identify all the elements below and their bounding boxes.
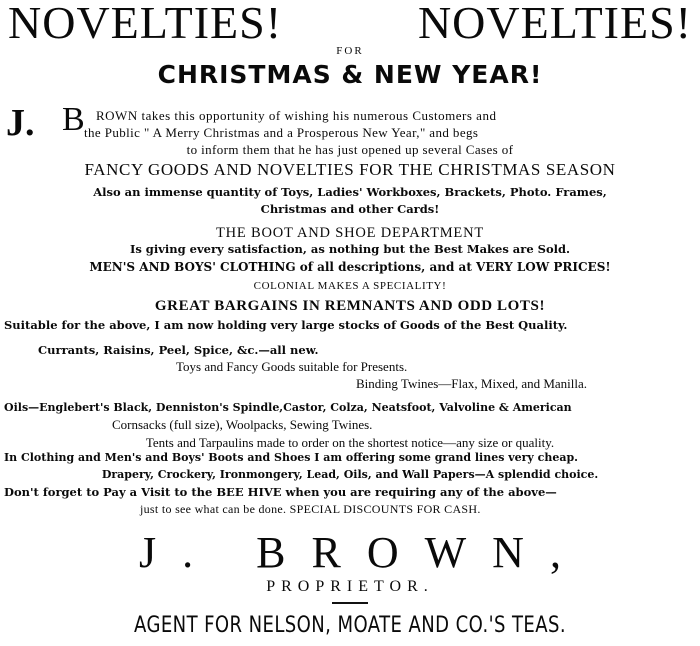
toys-text: Toys and Fancy Goods suitable for Presents. — [176, 359, 408, 374]
binding-text: Binding Twines—Flax, Mixed, and Manilla. — [356, 376, 588, 391]
intro-line-3: to inform them that he has just opened up several Cases of — [186, 142, 514, 157]
mens-clothing-text: MEN'S AND BOYS' CLOTHING of all descriptions, and at VERY LOW PRICES! — [89, 260, 611, 274]
christmas-heading: CHRISTMAS & NEW YEAR! — [157, 60, 543, 89]
dont-forget-text: Don't forget to Pay a Visit to the BEE HIVE when you are requiring any of the above— — [4, 485, 557, 499]
intro-line-2: the Public " A Merry Christmas and a Prosperous New Year," and begs — [84, 125, 479, 140]
drapery-text: Drapery, Crockery, Ironmongery, Lead, Oils, and Wall Papers—A splendid choice. — [101, 468, 599, 481]
also-text: Also an immense quantity of Toys, Ladies' Workboxes, Brackets, Photo. Frames, — [93, 185, 607, 199]
currants-text: Currants, Raisins, Peel, Spice, &c.—all new. — [38, 343, 319, 357]
suitable-text: Suitable for the above, I am now holding very large stocks of Goods of the Best Quality. — [4, 318, 568, 332]
oils-text: Oils—Englebert's Black, Denniston's Spindle,Castor, Colza, Neatsfoot, Valvoline & American — [4, 401, 572, 414]
headline — [0, 0, 700, 48]
boot-department-heading: THE BOOT AND SHOE DEPARTMENT — [215, 225, 485, 241]
clothing-text: In Clothing and Men's and Boys' Boots and Shoes I am offering some grand lines very cheap. — [4, 451, 578, 464]
satisfaction-text: Is giving every satisfaction, as nothing but the Best Makes are Sold. — [129, 242, 571, 256]
intro-dropcap: B — [62, 101, 85, 138]
intro-line-1: ROWN takes this opportunity of wishing his numerous Customers and — [96, 108, 497, 123]
headline-left: NOVELTIES! — [8, 0, 283, 48]
agent-text: AGENT FOR NELSON, MOATE AND CO.'S TEAS. — [134, 613, 566, 638]
intro-initial: J. — [6, 102, 35, 144]
proprietor-name: J. BROWN, — [139, 528, 587, 577]
cornsacks-text: Cornsacks (full size), Woolpacks, Sewing Twines. — [112, 417, 373, 432]
divider-rule — [332, 602, 368, 604]
bargains-heading: GREAT BARGAINS IN REMNANTS AND ODD LOTS! — [154, 298, 546, 314]
colonial-text: COLONIAL MAKES A SPECIALITY! — [253, 280, 447, 292]
headline-right: NOVELTIES! — [417, 0, 692, 48]
fancy-goods-heading: FANCY GOODS AND NOVELTIES FOR THE CHRISTMAS SEASON — [84, 160, 616, 179]
proprietor-title: PROPRIETOR. — [266, 578, 434, 595]
just-see-text: just to see what can be done. SPECIAL DISCOUNTS FOR CASH. — [140, 502, 481, 516]
for-text: FOR — [336, 45, 364, 57]
cards-text: Christmas and other Cards! — [260, 202, 440, 216]
tents-text: Tents and Tarpaulins made to order on the shortest notice—any size or quality. — [145, 435, 555, 450]
